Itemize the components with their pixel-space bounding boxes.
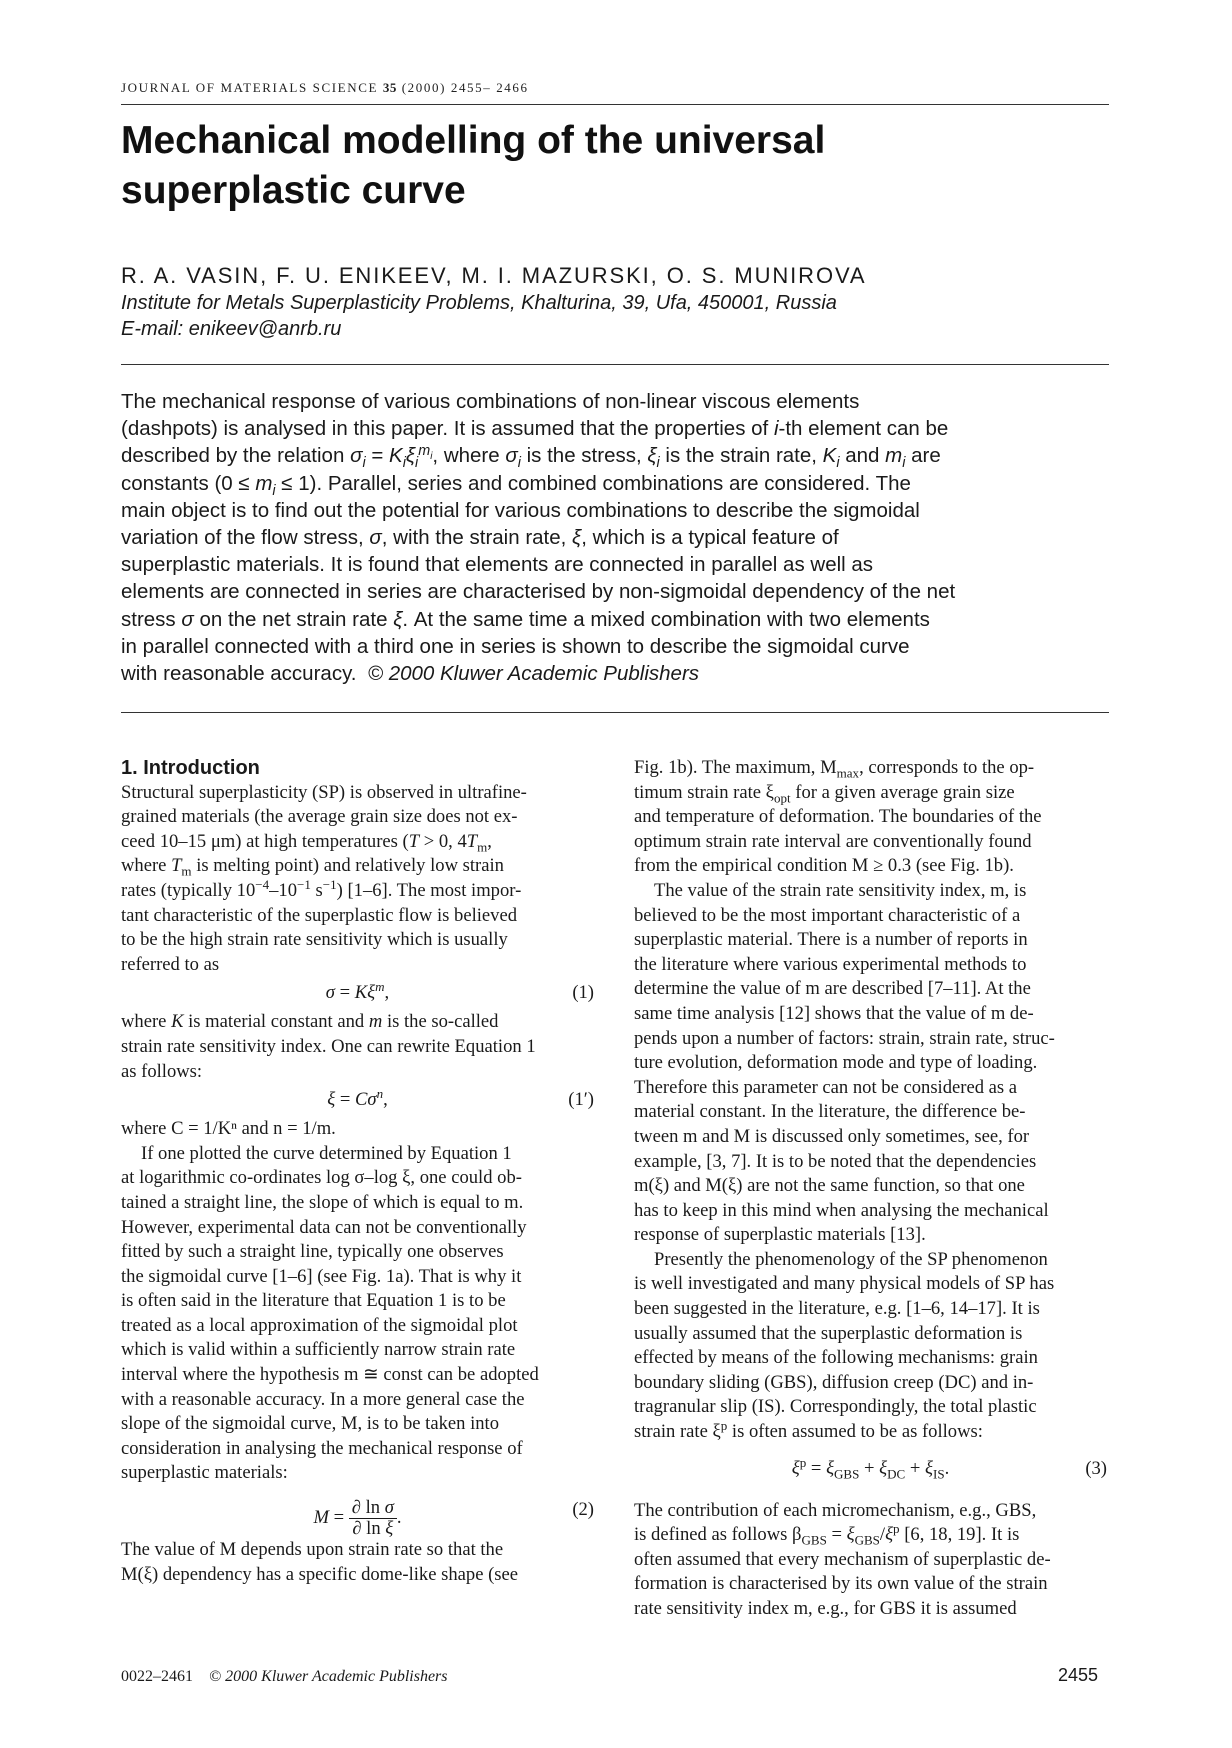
footer-copyright: © 2000 Kluwer Academic Publishers bbox=[209, 1668, 448, 1685]
title-line: Mechanical modelling of the universal bbox=[121, 119, 826, 162]
paragraph: where K is material constant and m is the so-called strain rate sensitivity index. One can rewrite Equation 1 as follows: bbox=[121, 1011, 536, 1082]
abstract-top-rule bbox=[121, 364, 1109, 365]
paragraph: Structural superplasticity (SP) is observed in ultrafine- grained materials (the average grain size does not ex- ceed 10–15 μm) at high temperatures (T > 0, $4T_m$, where $T_m$ is melting point) and relatively low strain rates (typically $10^{-4}-10^{-1}$ $s^{-1}$) [1–6]. The most impor- tant characteristic of the superplastic flow is believed to be the high strain rate sensitivity which is usually referred to as bbox=[121, 781, 527, 975]
abstract-line: superplastic materials. It is found that elements are connected in parallel as well as bbox=[121, 553, 874, 577]
paragraph: Presently the phenomenology of the SP phenomenon is well investigated and many physical models of SP has been suggested in the literature, e.g. [1–6, 14–17]. It is usually assumed that the superplastic deformation is effected by means of the following mechanisms: grain boundary sliding (GBS), diffusion creep (DC) and in- tragranular slip (IS). Correspondingly, the total plastic strain rate $\xi^p$ is often assumed to be as follows: bbox=[634, 1248, 1055, 1443]
left-column bbox=[121, 756, 594, 1587]
paragraph: The contribution of each micromechanism, e.g., GBS, is defined as follows $\beta_{GBS} = \xi_{GBS}/\xi^p$ [6, 18, 19]. It is often assumed that every mechanism of superplastic de- formation is characterised by its own value of the strain rate sensitivity index m, e.g., for GBS it is assumed bbox=[634, 1499, 1051, 1619]
abstract-line: main object is to find out the potential for various combinations to describe the sigmoidal bbox=[121, 498, 920, 522]
affiliation-block bbox=[121, 290, 1101, 342]
paragraph: Fig. 1b). The maximum, $M_{max}$, corresponds to the op- timum strain rate $\xi_{opt}$ for a given average grain size and temperature of deformation. The boundaries of the optimum strain rate interval are conventionally found from the empirical condition M ≥ 0.3 (see Fig. 1b). bbox=[634, 757, 1042, 877]
paragraph: If one plotted the curve determined by Equation 1 at logarithmic co-ordinates log σ–log ξ, one could ob- tained a straight line, the slope of which is equal to m. However, experimental data can not be conventionally fitted by such a straight line, typically one observes the sigmoidal curve [1–6] (see Fig. 1a). That is why it is often said in the literature that Equation 1 is to be treated as a local approximation of the sigmoidal plot which is valid within a sufficiently narrow strain rate interval where the hypothesis m ≅ const can be adopted with a reasonable accuracy. In a more general case the slope of the sigmoidal curve, M, is to be taken into consideration in analysing the mechanical response of superplastic materials: bbox=[121, 1142, 539, 1484]
paper-title bbox=[121, 116, 1101, 216]
equation-1-prime: $\xi = C\sigma^n$, (1′) bbox=[327, 1085, 594, 1111]
affiliation: Institute for Metals Superplasticity Problems, Khalturina, 39, Ufa, 450001, Russia bbox=[121, 292, 837, 314]
section-heading: 1. Introduction bbox=[121, 757, 260, 779]
abstract-bottom-rule bbox=[121, 712, 1109, 713]
abstract-line: (dashpots) is analysed in this paper. It is assumed that the properties of i-th element can be bbox=[121, 417, 949, 441]
journal-header bbox=[121, 80, 529, 96]
equation-1: $\sigma = K\xi^m$, (1) bbox=[325, 979, 594, 1004]
right-column bbox=[634, 756, 1107, 1622]
footer-issn: 0022–2461 © 2000 Kluwer Academic Publishers bbox=[121, 1668, 448, 1685]
abstract-line: The mechanical response of various combinations of non-linear viscous elements bbox=[121, 390, 860, 413]
title-line: superplastic curve bbox=[121, 169, 466, 212]
page-number: 2455 bbox=[1058, 1665, 1099, 1685]
paragraph: The value of M depends upon strain rate so that the M(ξ) dependency has a specific dome-like shape (see bbox=[121, 1539, 519, 1585]
journal-volume: 35 bbox=[382, 80, 397, 95]
abstract-line: elements are connected in series are characterised by non-sigmoidal dependency of the net bbox=[121, 580, 956, 604]
abstract-line: described by the relation $\sigma_i = K_i\xi_i^{m_i}$, where $\sigma_i$ is the stress, $\xi_i$ is the strain rate, $K_i$ and $m_i$ are bbox=[121, 442, 941, 472]
abstract-copyright: © 2000 Kluwer Academic Publishers bbox=[367, 662, 700, 686]
paragraph: The value of the strain rate sensitivity index, m, is believed to be the most important characteristic of a superplastic material. There is a number of reports in the literature where various experimental methods to determine the value of m are described [7–11]. At the same time analysis [12] shows that the value of m de- pends upon a number of factors: strain, strain rate, struc- ture evolution, deformation mode and type of loading. Therefore this parameter can not be considered as a material constant. In the literature, the difference be- tween m and M is discussed only sometimes, see, for example, [3, 7]. It is to be noted that the dependencies m(ξ) and M(ξ) are not the same function, so that one has to keep in this mind when analysing the mechanical response of superplastic materials [13]. bbox=[634, 879, 1055, 1246]
abstract-line: variation of the flow stress, σ, with the strain rate, ξ, which is a typical feature of bbox=[121, 526, 839, 550]
equation-3: $\xi^p = \xi_{GBS} + \xi_{DC} + \xi_{IS}$. (3) bbox=[791, 1454, 1107, 1482]
abstract-line: stress σ on the net strain rate ξ. At the same time a mixed combination with two elements bbox=[121, 607, 930, 631]
abstract-line: with reasonable accuracy. © 2000 Kluwer Academic Publishers bbox=[121, 662, 700, 686]
authors: R. A. VASIN, F. U. ENIKEEV, M. I. MAZURSKI, O. S. MUNIROVA bbox=[121, 263, 867, 288]
journal-name: JOURNAL OF MATERIALS SCIENCE bbox=[121, 80, 379, 95]
abstract bbox=[121, 388, 1113, 687]
email: E-mail: enikeev@anrb.ru bbox=[121, 318, 342, 340]
abstract-line: constants $(0 \le m_i \le 1)$. Parallel, series and combined combinations are considered. The bbox=[121, 471, 911, 499]
abstract-line: in parallel connected with a third one in series is shown to describe the sigmoidal curve bbox=[121, 634, 910, 658]
equation-2: M = $\frac{\text{∂ ln σ}}{\text{∂ ln ξ}}$ . (2) bbox=[313, 1497, 594, 1540]
paragraph: where C = 1/Kⁿ and n = 1/m. bbox=[121, 1118, 336, 1140]
journal-year-pages: (2000) 2455– 2466 bbox=[401, 80, 529, 95]
header-rule bbox=[121, 104, 1109, 105]
